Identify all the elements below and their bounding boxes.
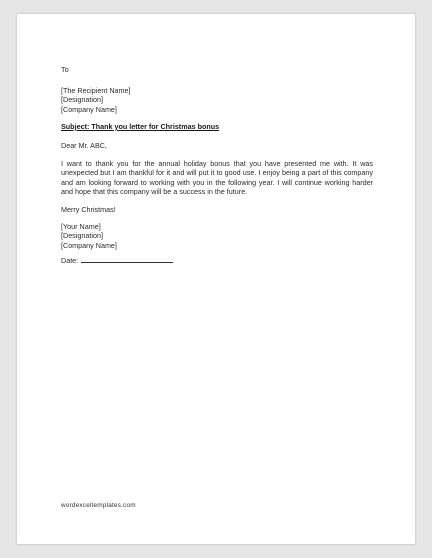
date-label: Date:	[61, 255, 79, 265]
to-label: To	[61, 65, 69, 74]
letter-subject: Subject: Thank you letter for Christmas bonus	[61, 121, 220, 131]
date-row	[61, 255, 373, 265]
sender-block	[61, 222, 373, 250]
recipient-company: [Company Name]	[61, 104, 117, 114]
recipient-name: [The Recipient Name]	[61, 86, 131, 96]
letter-content	[61, 65, 373, 265]
footer-website: wordexceltemplates.com	[61, 502, 136, 509]
date-underline	[81, 255, 173, 263]
closing: Merry Christmas!	[61, 205, 116, 215]
salutation: Dear Mr. ABC,	[61, 141, 107, 151]
letter-body: I want to thank you for the annual holiday bonus that you have presented me with. It was unexpected but I am thankful for it and will put it to good use. I enjoy being a part of this company and am looking forward to working with you in the following year. I will continue working harder and hope that this company will be a success in the future.	[61, 159, 373, 196]
recipient-designation: [Designation]	[61, 95, 103, 105]
sender-company: [Company Name]	[61, 240, 117, 250]
sender-designation: [Designation]	[61, 231, 103, 241]
recipient-block	[61, 86, 373, 114]
sender-name: [Your Name]	[61, 222, 101, 232]
letter-page	[17, 14, 415, 544]
